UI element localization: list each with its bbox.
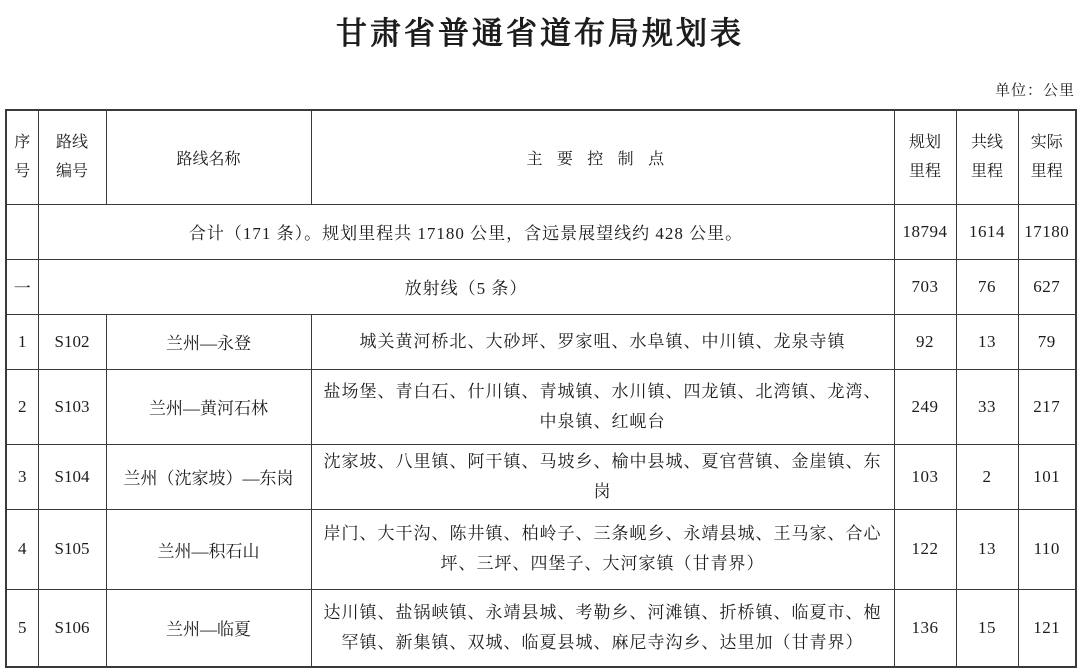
planned-cell: 122 [894,509,956,589]
route-name-cell: 兰州—积石山 [106,509,311,589]
header-shared-mileage: 共线里程 [956,110,1018,204]
route-code-cell: S102 [38,314,106,369]
header-row [6,110,1076,204]
planned-cell: 103 [894,444,956,509]
section-label: 放射线（5 条） [38,259,894,314]
actual-cell: 110 [1018,509,1076,589]
header-route-name: 路线名称 [106,110,311,204]
summary-actual-cell: 17180 [1018,204,1076,259]
route-name-cell: 兰州—永登 [106,314,311,369]
seq-cell: 3 [6,444,38,509]
table-row [6,509,1076,589]
summary-shared-cell: 1614 [956,204,1018,259]
actual-cell: 121 [1018,589,1076,667]
page-title: 甘肃省普通省道布局规划表 [336,16,744,51]
planned-cell: 136 [894,589,956,667]
seq-cell: 2 [6,369,38,444]
section-shared-cell: 76 [956,259,1018,314]
shared-cell: 13 [956,314,1018,369]
table-row [6,314,1076,369]
header-control-points: 主要控制点 [311,110,894,204]
route-code-cell: S103 [38,369,106,444]
table-row [6,444,1076,509]
planned-cell: 249 [894,369,956,444]
actual-cell: 101 [1018,444,1076,509]
section-row [6,259,1076,314]
header-route-code: 路线编号 [38,110,106,204]
route-code-cell: S105 [38,509,106,589]
shared-cell: 15 [956,589,1018,667]
unit-note: 单位：公里 [994,83,1075,99]
shared-cell: 33 [956,369,1018,444]
seq-cell: 5 [6,589,38,667]
section-actual-cell: 627 [1018,259,1076,314]
table-row [6,589,1076,667]
route-name-cell: 兰州（沈家坡）—东岗 [106,444,311,509]
shared-cell: 13 [956,509,1018,589]
planned-cell: 92 [894,314,956,369]
route-code-cell: S104 [38,444,106,509]
summary-planned-cell: 18794 [894,204,956,259]
seq-cell: 1 [6,314,38,369]
header-planned-mileage: 规划里程 [894,110,956,204]
seq-cell: 4 [6,509,38,589]
control-points-cell: 城关黄河桥北、大砂坪、罗家咀、水阜镇、中川镇、龙泉寺镇 [311,314,894,369]
table-row [6,369,1076,444]
road-planning-table [5,109,1077,668]
header-seq: 序号 [6,110,38,204]
shared-cell: 2 [956,444,1018,509]
actual-cell: 79 [1018,314,1076,369]
control-points-cell: 沈家坡、八里镇、阿干镇、马坡乡、榆中县城、夏官营镇、金崖镇、东岗 [311,444,894,509]
summary-label: 合计（171 条）。规划里程共 17180 公里，含远景展望线约 428 公里。 [38,204,894,259]
section-seq-cell: 一 [6,259,38,314]
section-planned-cell: 703 [894,259,956,314]
summary-row [6,204,1076,259]
control-points-cell: 达川镇、盐锅峡镇、永靖县城、考勒乡、河滩镇、折桥镇、临夏市、枹罕镇、新集镇、双城、临夏县城、麻尼寺沟乡、达里加（甘青界） [311,589,894,667]
route-name-cell: 兰州—临夏 [106,589,311,667]
control-points-cell: 盐场堡、青白石、什川镇、青城镇、水川镇、四龙镇、北湾镇、龙湾、中泉镇、红岘台 [311,369,894,444]
route-name-cell: 兰州—黄河石林 [106,369,311,444]
route-code-cell: S106 [38,589,106,667]
summary-seq-cell [6,204,38,259]
control-points-cell: 岸门、大干沟、陈井镇、柏岭子、三条岘乡、永靖县城、王马家、合心坪、三坪、四堡子、大河家镇（甘青界） [311,509,894,589]
header-actual-mileage: 实际里程 [1018,110,1076,204]
actual-cell: 217 [1018,369,1076,444]
